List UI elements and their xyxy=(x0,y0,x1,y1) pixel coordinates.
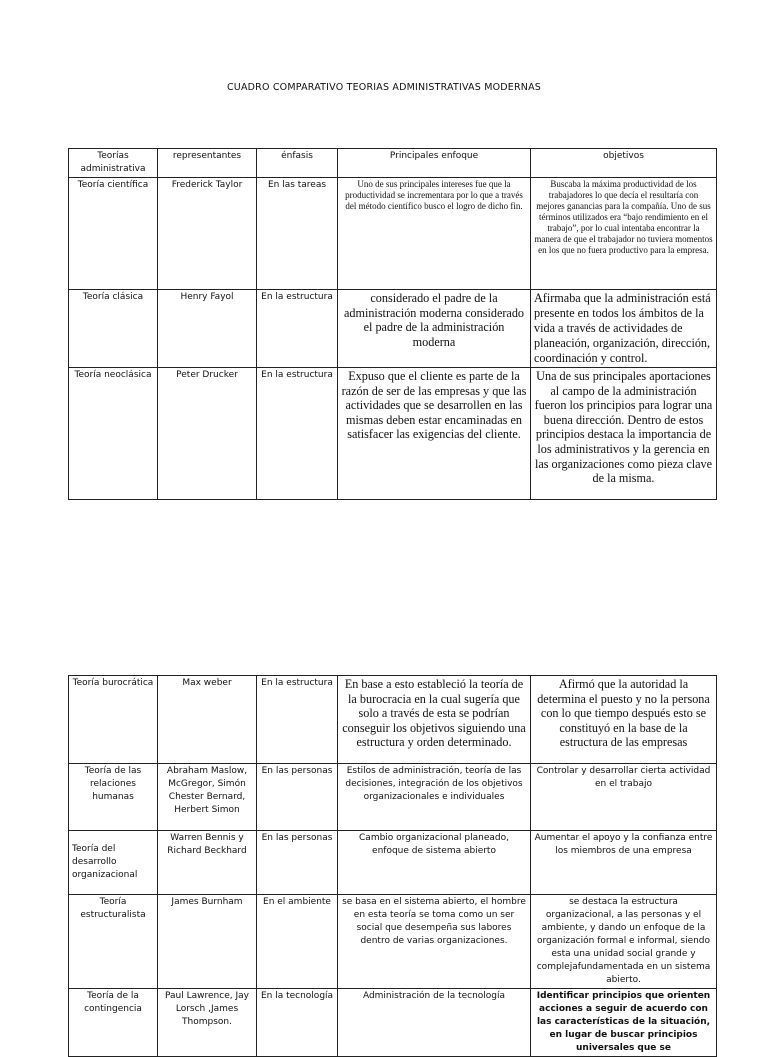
cell-enfasis: En las personas xyxy=(257,831,338,895)
cell-objetivos: Afirmaba que la administración está presente en todos los ámbitos de la vida a través de actividades de planeación, organización, dirección, coordinación y control. xyxy=(531,290,717,368)
cell-teoria: Teoría clásica xyxy=(69,290,158,368)
header-teorias: Teorías administrativa xyxy=(69,149,158,178)
cell-enfasis: En la estructura xyxy=(257,290,338,368)
cell-enfasis: En la tecnología xyxy=(257,989,338,1057)
cell-teoria: Teoría burocrática xyxy=(69,676,158,764)
cell-enfoque: Cambio organizacional planeado, enfoque de sistema abierto xyxy=(338,831,531,895)
comparison-table-2 xyxy=(68,675,717,1057)
cell-enfasis: En la estructura xyxy=(257,368,338,500)
cell-enfoque: Administración de la tecnología xyxy=(338,989,531,1057)
cell-teoria: Teoría de las relaciones humanas xyxy=(69,764,158,831)
document-title: CUADRO COMPARATIVO TEORIAS ADMINISTRATIVAS MODERNAS xyxy=(226,82,542,93)
table-row xyxy=(69,178,717,290)
cell-representantes: Paul Lawrence, Jay Lorsch ,James Thompson. xyxy=(158,989,257,1057)
cell-representantes: Max weber xyxy=(158,676,257,764)
cell-teoria: Teoría estructuralista xyxy=(69,895,158,989)
cell-enfoque: Expuso que el cliente es parte de la razón de ser de las empresas y que las actividades que se desarrollen en las mismas deben estar encaminadas en satisfacer las exigencias del cliente. xyxy=(338,368,531,500)
cell-representantes: James Burnham xyxy=(158,895,257,989)
cell-representantes: Abraham Maslow, McGregor, Simón Chester Bernard, Herbert Simon xyxy=(158,764,257,831)
cell-objetivos: Aumentar el apoyo y la confianza entre los miembros de una empresa xyxy=(531,831,717,895)
cell-enfasis: En el ambiente xyxy=(257,895,338,989)
header-enfasis: énfasis xyxy=(257,149,338,178)
table-row xyxy=(69,764,717,831)
cell-teoria: Teoría del desarrollo organizacional xyxy=(69,831,158,895)
cell-objetivos: Afirmó que la autoridad la determina el puesto y no la persona con lo que tiempo después esto se constituyó en la base de la estructura de las empresas xyxy=(531,676,717,764)
table-row xyxy=(69,895,717,989)
cell-representantes: Peter Drucker xyxy=(158,368,257,500)
table-row xyxy=(69,989,717,1057)
header-objetivos: objetivos xyxy=(531,149,717,178)
cell-teoria: Teoría científica xyxy=(69,178,158,290)
cell-enfasis: En las tareas xyxy=(257,178,338,290)
table-row xyxy=(69,290,717,368)
cell-enfoque: se basa en el sistema abierto, el hombre en esta teoría se toma como un ser social que desempeña sus labores dentro de varias organizaciones. xyxy=(338,895,531,989)
cell-enfoque: En base a esto estableció la teoría de la burocracia en la cual sugería que solo a través de esta se podrían conseguir los objetivos siguiendo una estructura y orden determinado. xyxy=(338,676,531,764)
header-enfoque: Principales enfoque xyxy=(338,149,531,178)
cell-enfasis: En la estructura xyxy=(257,676,338,764)
cell-representantes: Warren Bennis y Richard Beckhard xyxy=(158,831,257,895)
cell-enfoque: Estilos de administración, teoría de las decisiones, integración de los objetivos organizacionales e individuales xyxy=(338,764,531,831)
table-row xyxy=(69,368,717,500)
cell-representantes: Henry Fayol xyxy=(158,290,257,368)
cell-enfasis: En las personas xyxy=(257,764,338,831)
cell-enfoque: considerado el padre de la administración moderna considerado el padre de la administración moderna xyxy=(338,290,531,368)
cell-objetivos: Buscaba la máxima productividad de los trabajadores lo que decía el resultaría con mejores ganancias para la compañía. Uno de sus términos utilizados era “bajo rendimiento en el trabajo”, por lo cual intentaba encontrar la manera de que el trabajador no tuviera momentos en los que no fuera productivo para la empresa. xyxy=(531,178,717,290)
table-row xyxy=(69,831,717,895)
cell-objetivos: Una de sus principales aportaciones al campo de la administración fueron los principios para lograr una buena dirección. Dentro de estos principios destaca la importancia de los administrativos y la gerencia en las organizaciones como pieza clave de la misma. xyxy=(531,368,717,500)
cell-representantes: Frederick Taylor xyxy=(158,178,257,290)
cell-objetivos: Identificar principios que orienten acciones a seguir de acuerdo con las características de la situación, en lugar de buscar principios universales que se xyxy=(531,989,717,1057)
cell-teoria: Teoría neoclásica xyxy=(69,368,158,500)
cell-objetivos: se destaca la estructura organizacional, a las personas y el ambiente, y dando un enfoque de la organización formal e informal, siendo esta una unidad social grande y complejafundamentada en un sistema abierto. xyxy=(531,895,717,989)
cell-enfoque: Uno de sus principales intereses fue que la productividad se incrementara por lo que a través del método científico busco el logro de dicho fin. xyxy=(338,178,531,290)
cell-objetivos: Controlar y desarrollar cierta actividad en el trabajo xyxy=(531,764,717,831)
comparison-table-1 xyxy=(68,148,717,500)
cell-teoria: Teoría de la contingencia xyxy=(69,989,158,1057)
table-header-row xyxy=(69,149,717,178)
table-row xyxy=(69,676,717,764)
header-representantes: representantes xyxy=(158,149,257,178)
